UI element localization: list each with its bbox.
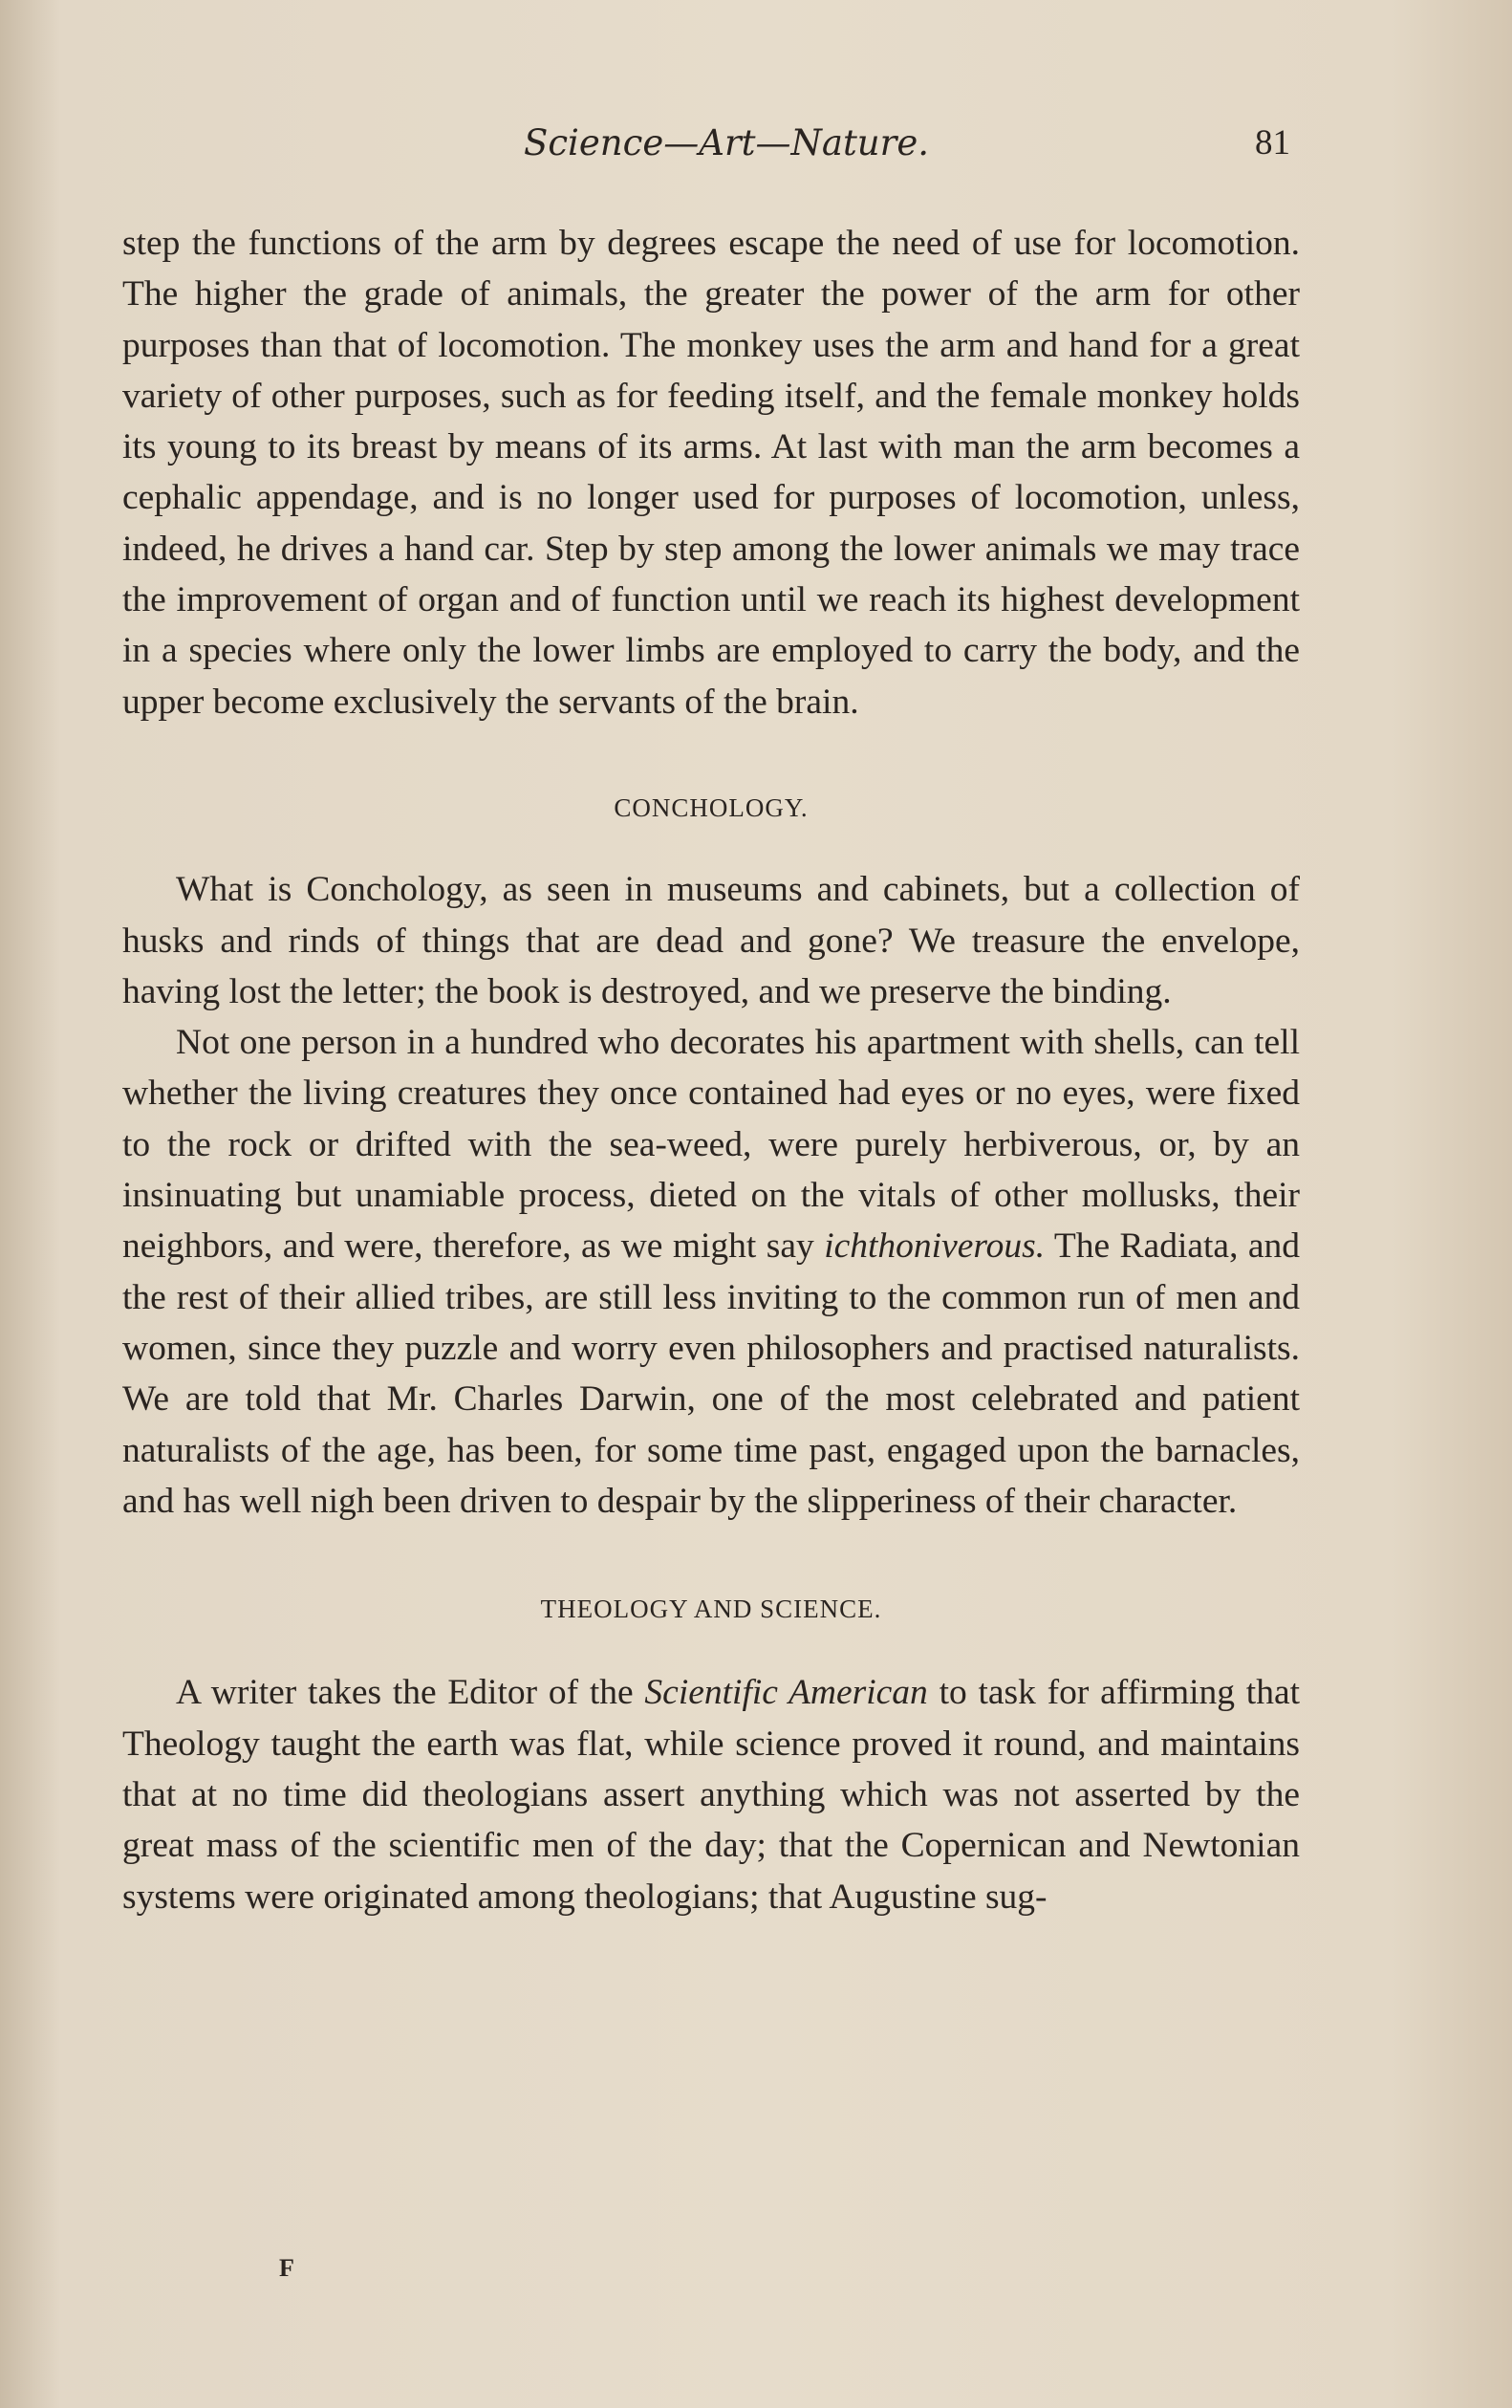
page-body: [122, 218, 1300, 1922]
paragraph-shells-start: Not one person in a hundred who decorates his apartment with shells, can tell whether the living creatures they once contained had eyes or no eyes, were fixed to the rock or drifted with the sea-weed, were purely herbiverous, or, by an insinuating but unamiable process, dieted on the vitals of other mollusks, their neighbors, and were, therefore, as we might say: [122, 1023, 1300, 1267]
paragraph-theology-start: A writer takes the Editor of the: [176, 1673, 634, 1713]
paragraph-theology: [122, 1667, 1300, 1921]
page-header: [124, 122, 1290, 180]
page-number: 81: [1255, 123, 1290, 163]
paragraph-conchology-intro: What is Conchology, as seen in museums and cabinets, but a collection of husks and rinds of things that are dead and gone? We treasure the envelope, having lost the letter; the book is destroyed, and we preserve the binding.: [122, 870, 1300, 1011]
italic-term-ichthoniverous: ichthoniverous.: [824, 1226, 1046, 1267]
paragraph-shells-end: The Radiata, and the rest of their allied tribes, are still less inviting to the common run of men and women, since they puzzle and worry even philosophers and practised naturalists. We are told that Mr. Charles Darwin, one of the most celebrated and patient naturalists of the age, has been, for some time past, engaged upon the barnacles, and has well nigh been driven to despair by the slipperiness of their character.: [122, 1226, 1301, 1521]
paragraph-shells: [122, 1017, 1300, 1527]
running-head: Science—Art—Nature.: [523, 122, 929, 163]
section-heading-conchology: CONCHOLOGY.: [614, 792, 809, 822]
paragraph-theology-end: to task for affirming that Theology taught the earth was flat, while science proved it round, and maintains that at no time did theologians assert anything which was not asserted by the great mass of the scientific men of the day; that the Copernican and Newtonian systems were originated among theologians; that Augustine sug-: [122, 1673, 1301, 1917]
italic-title-scientific-american: Scientific American: [644, 1673, 928, 1713]
section-heading-theology-science: THEOLOGY AND SCIENCE.: [540, 1594, 882, 1624]
signature-mark: F: [279, 2254, 294, 2282]
paragraph-arm-function: step the functions of the arm by degrees escape the need of use for locomotion. The higher the grade of animals, the greater the power of the arm for other purposes than that of locomotion. The monkey uses the arm and hand for a great variety of other purposes, such as for feeding itself, and the female monkey holds its young to its breast by means of its arms. At last with man the arm becomes a cephalic appendage, and is no longer used for purposes of locomotion, unless, indeed, he drives a hand car. Step by step among the lower animals we may trace the improvement of organ and of function until we reach its highest development in a species where only the lower limbs are employed to carry the body, and the upper become exclusively the servants of the brain.: [122, 224, 1300, 722]
